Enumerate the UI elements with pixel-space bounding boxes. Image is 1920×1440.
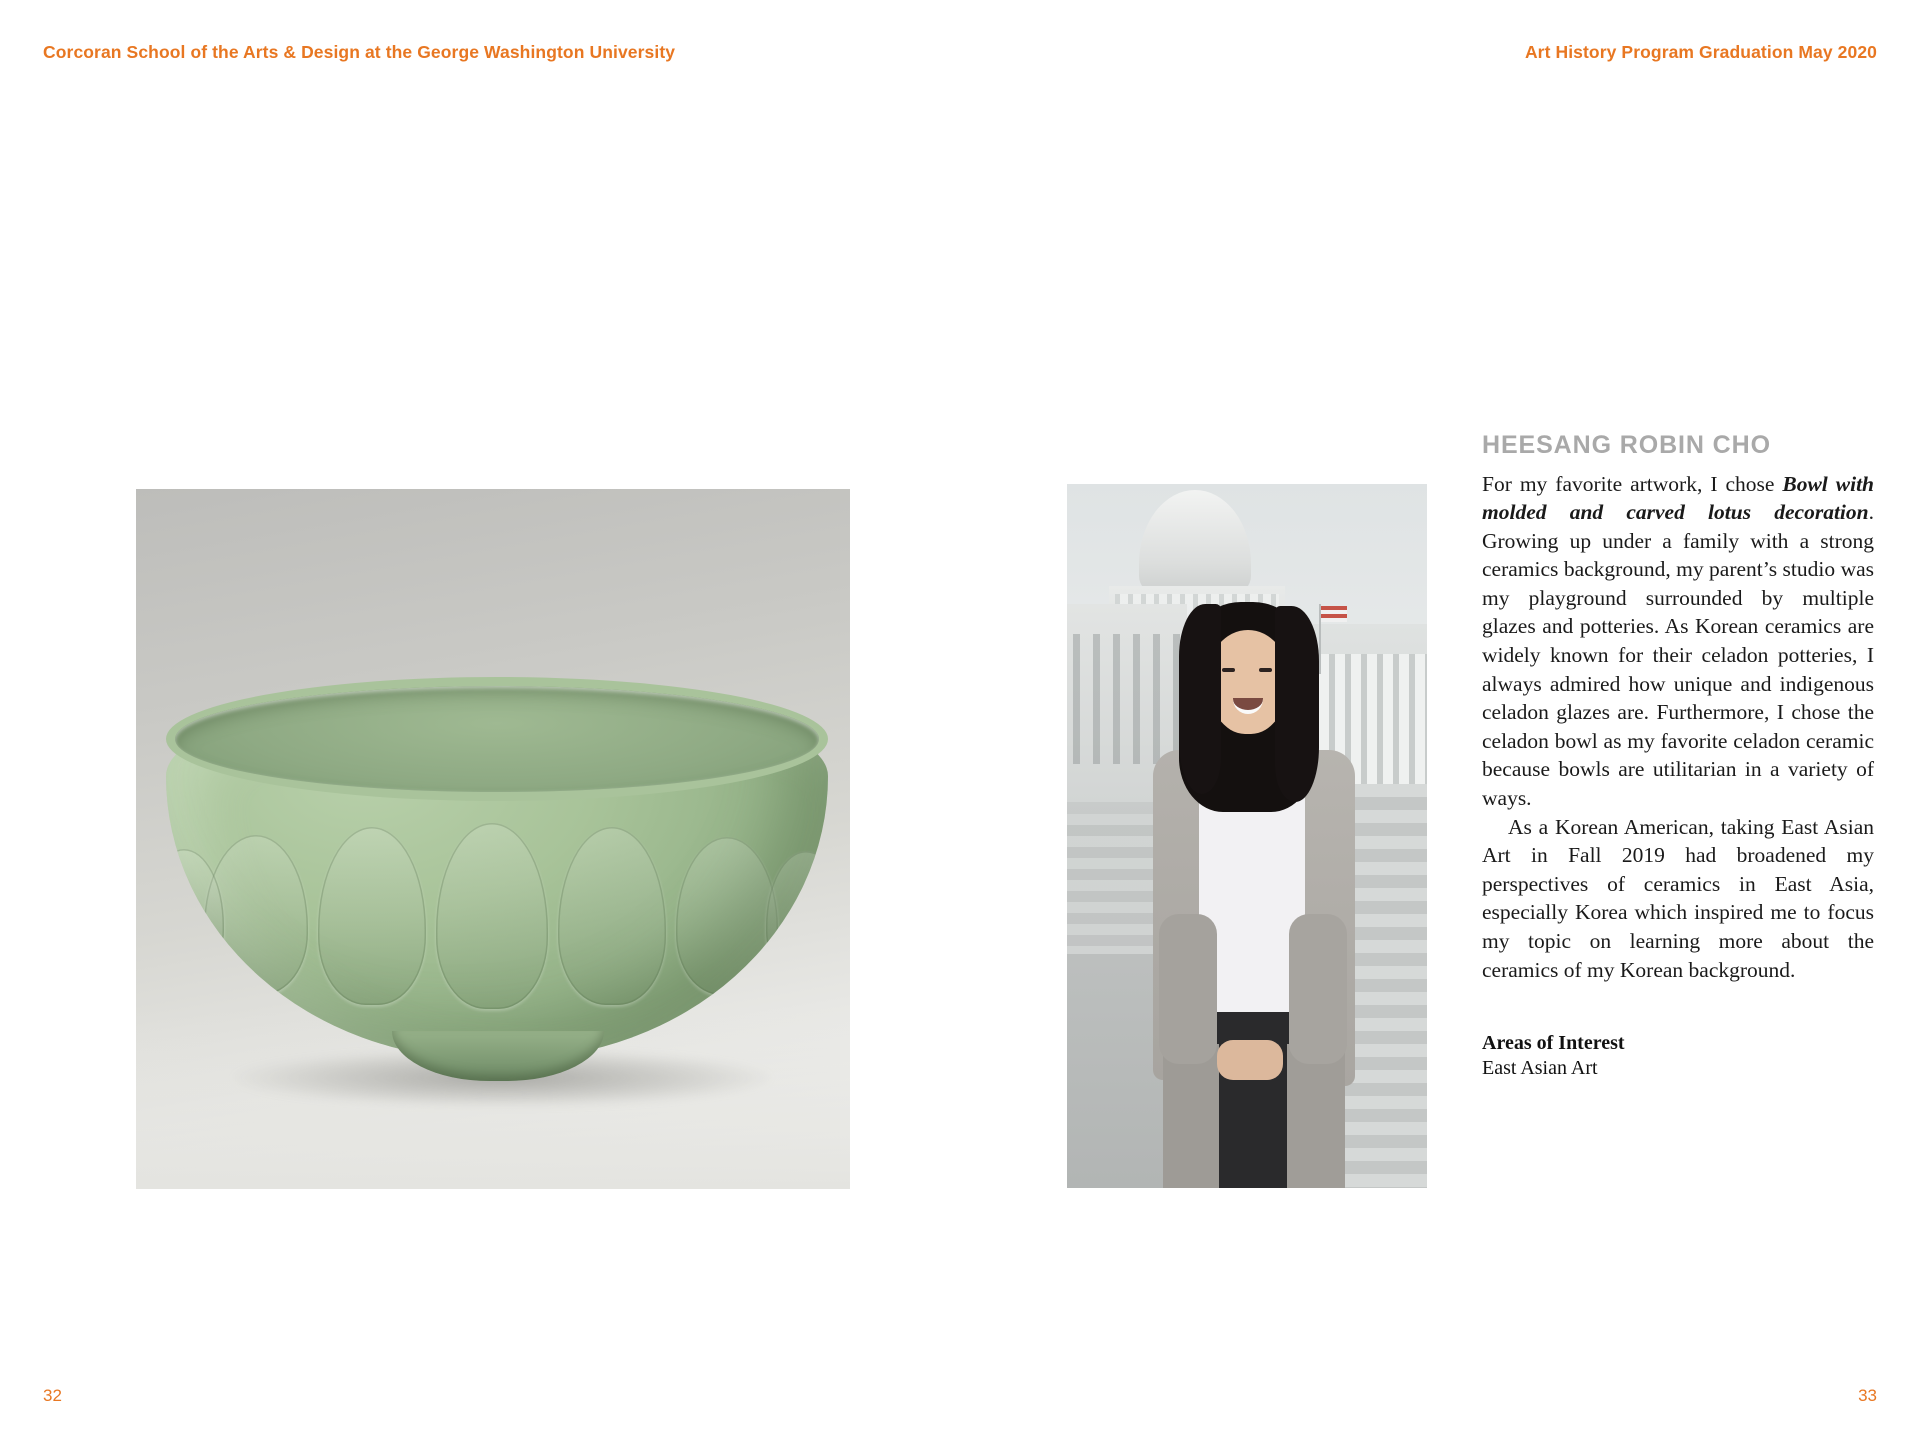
lotus-petal (558, 827, 666, 1005)
bio-text-after-title: . Growing up under a family with a strong ceramics background, my parent’s studio was my playground surrounded by multiple glazes and potteries. As Korean ceramics are widely known for their celadon potteries, I always admired how unique and indigenous celadon glazes are. Furthermore, I chose the celadon bowl as my favorite celadon ceramic because bowls are utilitarian in a variety of ways. (1482, 500, 1874, 811)
dome-cupola (1139, 490, 1251, 594)
hands (1217, 1040, 1283, 1080)
page-number-right: 33 (1858, 1386, 1877, 1405)
lotus-petal (318, 827, 426, 1005)
arm-right (1289, 914, 1347, 1064)
student-profile (1482, 432, 1874, 1080)
page-number-left: 32 (43, 1386, 62, 1405)
capitol-left-windows (1073, 634, 1181, 764)
celadon-bowl (166, 687, 828, 1087)
running-head-left: Corcoran School of the Arts & Design at the George Washington University (43, 42, 676, 62)
eye-left (1222, 668, 1235, 672)
bio-text-before-title: For my favorite artwork, I chose (1482, 471, 1783, 496)
hair-strand-right (1275, 606, 1319, 802)
hair-strand-left (1179, 604, 1221, 794)
bio-paragraph-1 (1482, 470, 1874, 813)
arm-left (1159, 914, 1217, 1064)
artwork-title: Bowl with molded and carved lotus decoration (1482, 471, 1874, 525)
lotus-petal (436, 823, 548, 1009)
jacket-left-hem (1163, 1044, 1219, 1188)
bio-paragraph-2: As a Korean American, taking East Asian Art in Fall 2019 had broadened my perspectives of ceramics in East Asia, especially Korea which inspired me to focus my topic on learning more about the ceramics of my Korean background. (1482, 814, 1874, 982)
student-portrait (1067, 484, 1427, 1188)
bowl-rim (166, 677, 828, 801)
artwork-image (136, 489, 850, 1189)
jacket-right-hem (1287, 1044, 1345, 1188)
student-name: HEESANG ROBIN CHO (1482, 431, 1771, 459)
lotus-petal (676, 837, 778, 995)
student-bio (1482, 470, 1874, 985)
areas-of-interest-value: East Asian Art (1482, 1057, 1598, 1080)
running-head-right: Art History Program Graduation May 2020 (1524, 42, 1877, 62)
bowl-foot (392, 1031, 604, 1081)
lotus-petal (766, 851, 828, 981)
eye-right (1259, 668, 1272, 672)
areas-of-interest-heading: Areas of Interest (1482, 1032, 1625, 1055)
page-spine (960, 0, 961, 1440)
us-flag-icon (1321, 606, 1347, 622)
